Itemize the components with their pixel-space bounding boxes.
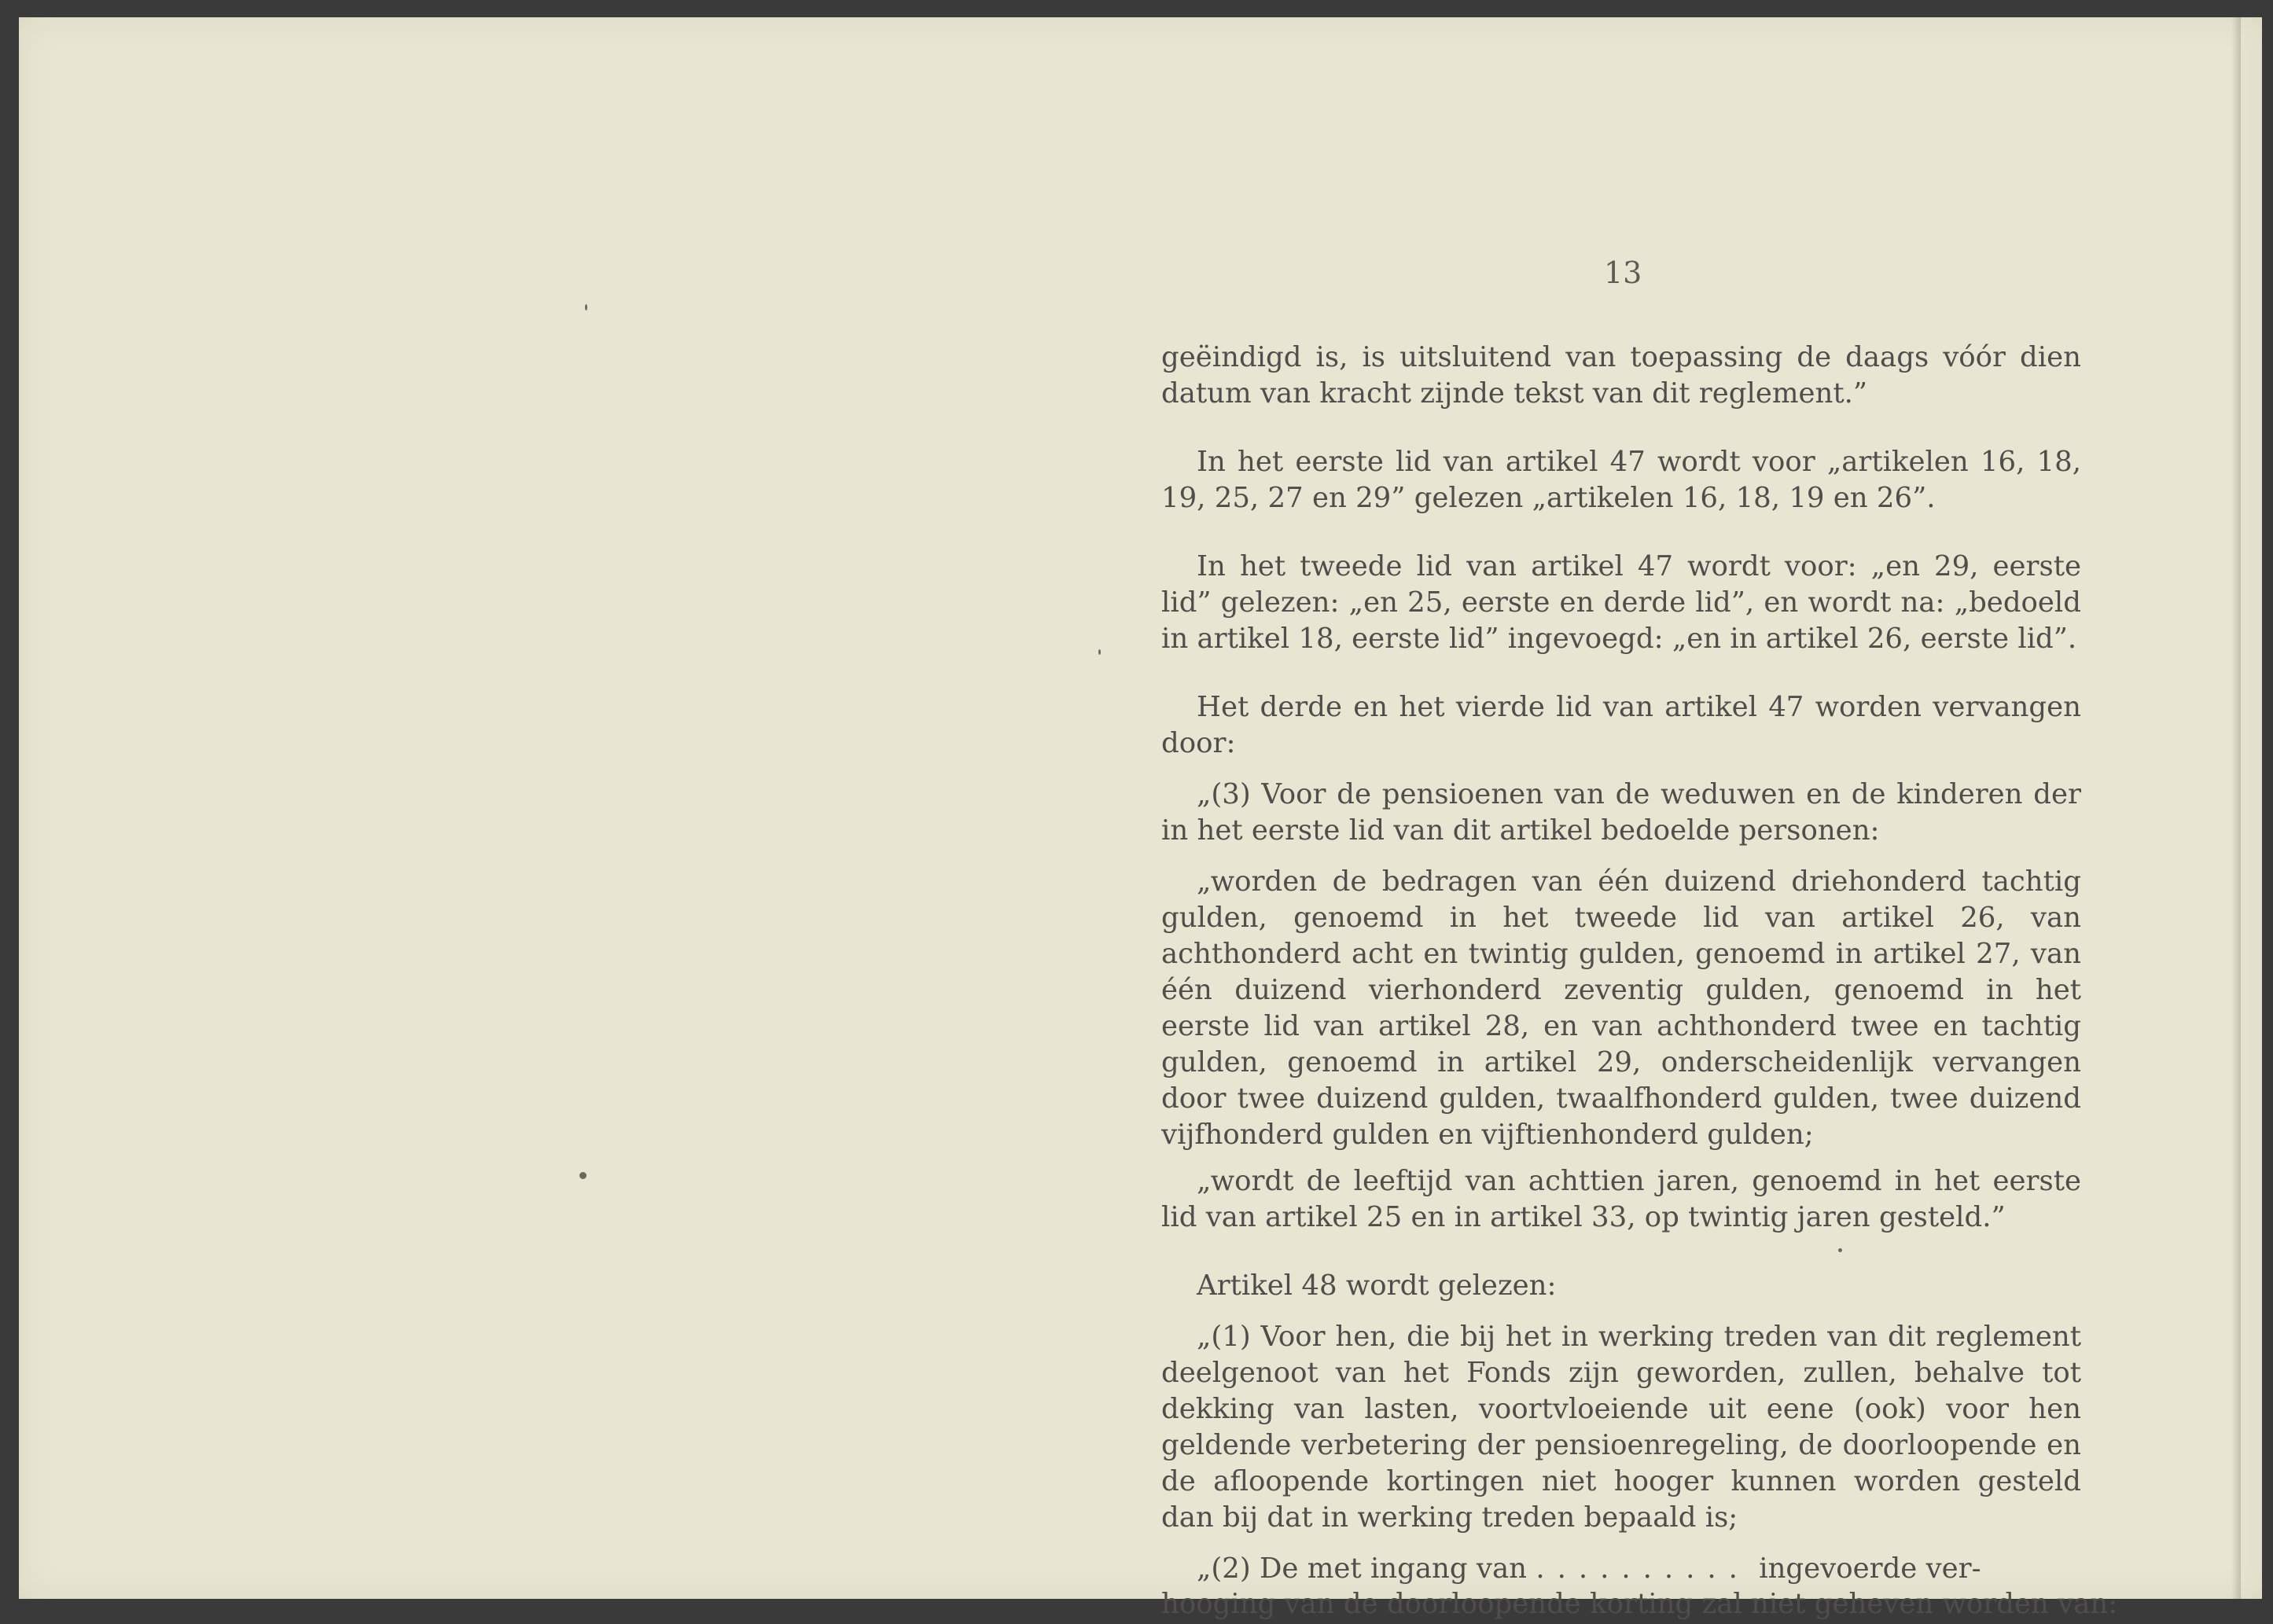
paragraph-quoted-amounts: „worden de bedragen van één duizend driehonderd tachtig gulden, genoemd in het tweede lid van artikel 26, van achthonderd acht en twintig gulden, genoemd in artikel 27, van één duizend vierhonderd zeventig gulden, genoemd in het eerste lid van artikel 28, en van achthonderd twee en tachtig gulden, genoemd in artikel 29, onderscheidenlijk vervangen door twee duizend gulden, twaalfhonderd gulden, twee duizend vijfhonderd gulden en vijftienhonderd gulden;	[1161, 865, 2081, 1151]
paragraph-amendment-art47-lid2: In het tweede lid van artikel 47 wordt voor: „en 29, eerste lid” gelezen: „en 25, eerste en derde lid”, en wordt na: „bedoeld in artikel 18, eerste lid” ingevoegd: „en in artikel 26, eerste lid”.	[1161, 550, 2081, 655]
paper-speck	[585, 304, 587, 310]
paragraph-amendment-art47-lid1: In het eerste lid van artikel 47 wordt voor „artikelen 16, 18, 19, 25, 27 en 29” gelezen „artikelen 16, 18, 19 en 26”.	[1161, 446, 2081, 514]
blank-date-dots: ..........	[1536, 1552, 1750, 1585]
paragraph-article-48-intro: Artikel 48 wordt gelezen:	[1197, 1269, 1557, 1302]
cut-off-text: hooging van de doorloopende korting zal niet geheven worden van:	[1161, 1588, 2118, 1620]
body-text	[1161, 340, 2081, 1587]
paragraph-amendment-art47-lid3-4: Het derde en het vierde lid van artikel 47 worden vervangen door:	[1161, 691, 2081, 759]
paper-speck	[579, 1172, 587, 1179]
cut-off-line	[1161, 1582, 2118, 1620]
paragraph-quoted-age: „wordt de leeftijd van achttien jaren, genoemd in het eerste lid van artikel 25 en in artikel 33, op twintig jaren gesteld.”	[1161, 1165, 2081, 1233]
paper-edge	[2231, 17, 2241, 1599]
paragraph-article-48-lid1: „(1) Voor hen, die bij het in werking treden van dit reglement deelgenoot van het Fonds zijn geworden, zullen, behalve tot dekking van lasten, voortvloeiende uit eene (ook) voor hen geldende verbetering der pensioenregeling, de doorloopende en de afloopende kortingen niet hooger kunnen worden gesteld dan bij dat in werking treden bepaald is;	[1161, 1321, 2081, 1534]
paragraph-continuation: geëindigd is, is uitsluitend van toepassing de daags vóór dien datum van kracht zijnde tekst van dit reglement.”	[1161, 341, 2081, 410]
page-number: 13	[1604, 255, 1642, 290]
lid2-continuation: ingevoerde ver-	[1759, 1552, 1981, 1585]
lid2-opening: „(2) De met ingang van	[1197, 1552, 1528, 1585]
paragraph-quoted-lid3: „(3) Voor de pensioenen van de weduwen en de kinderen der in het eerste lid van dit artikel bedoelde personen:	[1161, 778, 2081, 847]
paper-speck	[1098, 649, 1101, 655]
